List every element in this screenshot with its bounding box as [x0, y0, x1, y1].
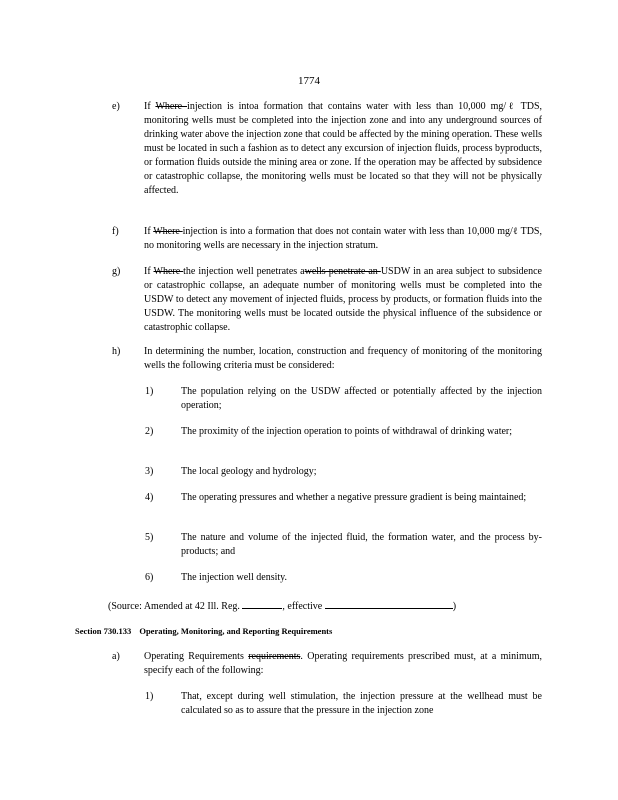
reg-blank: [242, 598, 282, 609]
criterion-label: 4): [145, 492, 154, 503]
paragraph-text: [144, 225, 542, 253]
text-run: Operating Requirements: [144, 651, 249, 662]
criterion-text: The nature and volume of the injected fluid, the formation water, and the process by-products; and: [181, 532, 542, 557]
text-run: injection is into a formation that does not contain water with less than 10,000 mg/ℓ TDS, no monitoring wells are necessary in the injection stratum.: [144, 226, 542, 251]
paragraph-text: [144, 100, 542, 198]
deleted-text: Where: [155, 101, 188, 112]
criterion-text: The local geology and hydrology;: [181, 466, 317, 477]
criterion-label: 1): [145, 386, 154, 397]
deleted-text: Where: [153, 226, 183, 237]
paragraph-label: e): [112, 101, 120, 112]
subparagraph-text: That, except during well stimulation, the injection pressure at the wellhead must be calculated so as to assure that the pressure in the injection zone: [181, 691, 542, 716]
criterion-label: 6): [145, 572, 154, 583]
text-run: a formation that contains water with less than 10,000 mg/ℓ TDS, monitoring wells must be completed into the injection zone and into any underground sources of drinking water above the injection zone that could be affected by the mining operation. These wells must be located in such a fashion as to detect any excursion of injection fluids, process byproducts, or formation fluids outside the mining area or zone. If the operation may be affected by subsidence or catastrophic collapse, the monitoring wells must be located so that they will not be physically affected.: [144, 101, 543, 196]
paragraph-label: g): [112, 266, 121, 277]
paragraph-text: [144, 345, 542, 373]
deleted-text: requirements: [248, 651, 301, 662]
paragraph-label: h): [112, 346, 121, 357]
criterion-label: 5): [145, 532, 154, 543]
text-run: injection is into: [187, 101, 255, 112]
subparagraph-label: 1): [145, 691, 154, 702]
criterion-text: The operating pressures and whether a negative pressure gradient is being maintained;: [181, 492, 527, 503]
text-run: In determining the number, location, construction and frequency of monitoring of the monitoring wells the following criteria must be considered:: [144, 346, 542, 371]
source-separator: , effective: [282, 601, 323, 612]
text-run: If: [144, 101, 156, 112]
text-run: the injection well penetrates a: [183, 266, 305, 277]
source-suffix: ): [452, 601, 457, 612]
section-heading: [75, 626, 405, 636]
source-prefix: (Source: Amended at 42 Ill. Reg.: [108, 601, 240, 612]
text-run: If: [144, 266, 154, 277]
criterion-text: The proximity of the injection operation to points of withdrawal of drinking water;: [181, 426, 513, 437]
paragraph-text: [144, 650, 542, 678]
criterion-text: The population relying on the USDW affected or potentially affected by the injection operation;: [181, 386, 542, 411]
paragraph-label: f): [112, 226, 119, 237]
effective-date-blank: [325, 598, 453, 609]
page-number: 1774: [298, 75, 320, 87]
criterion-label: 2): [145, 426, 154, 437]
deleted-text: Where: [153, 266, 184, 277]
source-note: [108, 598, 508, 614]
criterion-label: 3): [145, 466, 154, 477]
text-run: If: [144, 226, 154, 237]
section-label: Section 730.133: [75, 626, 132, 636]
paragraph-label: a): [112, 651, 120, 662]
deleted-text: wells penetrate an: [304, 266, 381, 277]
section-title: Operating, Monitoring, and Reporting Requirements: [139, 626, 333, 636]
text-run: . Operating requirements prescribed must, at a minimum, specify each of the following:: [144, 651, 543, 676]
paragraph-text: [144, 265, 542, 335]
criterion-text: The injection well density.: [181, 572, 287, 583]
text-run: USDW in an area subject to subsidence or catastrophic collapse, an adequate number of monitoring wells must be completed into the USDW to detect any movement of injected fluids, process by products, or formation fluids into the USDW. The monitoring wells must be located outside the physical influence of the subsidence or catastrophic collapse.: [144, 266, 542, 333]
